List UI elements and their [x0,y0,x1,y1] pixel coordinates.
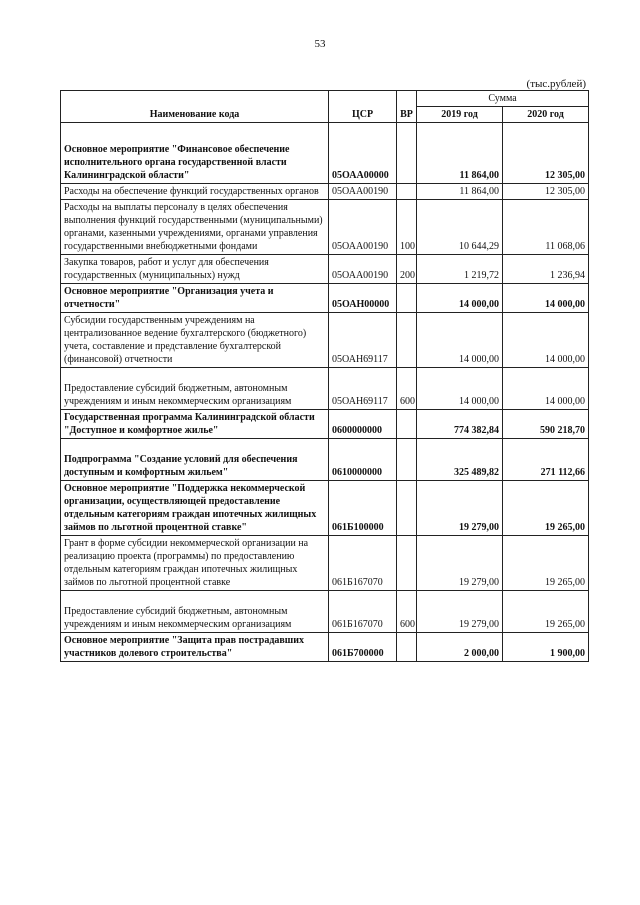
row-2019: 11 864,00 [417,184,503,200]
row-vr [397,536,417,591]
row-2020: 14 000,00 [503,368,589,410]
row-2020: 19 265,00 [503,591,589,633]
table-row [61,410,589,439]
row-2020: 14 000,00 [503,284,589,313]
row-vr [397,284,417,313]
row-name: Основное мероприятие "Организация учета и отчетности" [61,284,329,313]
table-row [61,439,589,481]
row-name: Расходы на обеспечение функций государственных органов [61,184,329,200]
row-2020: 271 112,66 [503,439,589,481]
row-2019: 19 279,00 [417,481,503,536]
table-row [61,368,589,410]
row-2019: 14 000,00 [417,368,503,410]
row-csr: 05ОАН69117 [329,368,397,410]
row-vr [397,633,417,662]
row-vr [397,481,417,536]
header-csr: ЦСР [329,91,397,123]
table-row [61,633,589,662]
row-csr: 05ОАА00190 [329,200,397,255]
row-2020: 1 900,00 [503,633,589,662]
row-csr: 05ОАА00190 [329,255,397,284]
table-row [61,200,589,255]
row-csr: 05ОАН00000 [329,284,397,313]
row-vr [397,410,417,439]
row-name: Основное мероприятие "Защита прав пострадавших участников долевого строительства" [61,633,329,662]
row-name: Основное мероприятие "Поддержка некоммерческой организации, осуществляющей предоставление отдельным категориям граждан ипотечных жилищных займов по льготной процентной ставке" [61,481,329,536]
table-row [61,255,589,284]
row-2020: 14 000,00 [503,313,589,368]
row-2019: 325 489,82 [417,439,503,481]
header-year-2019: 2019 год [417,107,503,123]
table-row [61,284,589,313]
row-csr: 0600000000 [329,410,397,439]
row-vr [397,439,417,481]
table-row [61,184,589,200]
row-2019: 11 864,00 [417,123,503,184]
row-csr: 05ОАН69117 [329,313,397,368]
row-2019: 19 279,00 [417,536,503,591]
row-2019: 10 644,29 [417,200,503,255]
row-vr: 600 [397,368,417,410]
table-row [61,481,589,536]
row-vr: 200 [397,255,417,284]
row-name: Субсидии государственным учреждениям на централизованное ведение бухгалтерского (бюджетного) учета, составление и представление бухгалтерской (финансовой) отчетности [61,313,329,368]
row-name: Грант в форме субсидии некоммерческой организации на реализацию проекта (программы) по предоставлению отдельным категориям граждан ипотечных жилищных займов по льготной процентной ставке [61,536,329,591]
row-2019: 19 279,00 [417,591,503,633]
table-body [61,123,589,662]
row-2020: 590 218,70 [503,410,589,439]
row-csr: 061Б700000 [329,633,397,662]
header-name: Наименование кода [61,91,329,123]
row-2020: 12 305,00 [503,184,589,200]
header-year-2020: 2020 год [503,107,589,123]
page-number: 53 [314,38,326,50]
row-name: Закупка товаров, работ и услуг для обеспечения государственных (муниципальных) нужд [61,255,329,284]
row-2019: 2 000,00 [417,633,503,662]
row-vr [397,184,417,200]
row-csr: 05ОАА00000 [329,123,397,184]
row-csr: 061Б167070 [329,536,397,591]
units-label: (тыс.рублей) [526,78,586,90]
row-csr: 061Б167070 [329,591,397,633]
row-name: Предоставление субсидий бюджетным, автономным учреждениям и иным некоммерческим организациям [61,591,329,633]
row-2020: 19 265,00 [503,481,589,536]
row-2020: 11 068,06 [503,200,589,255]
row-name: Предоставление субсидий бюджетным, автономным учреждениям и иным некоммерческим организациям [61,368,329,410]
row-vr: 600 [397,591,417,633]
table-row [61,313,589,368]
row-name: Государственная программа Калининградской области "Доступное и комфортное жилье" [61,410,329,439]
row-name: Подпрограмма "Создание условий для обеспечения доступным и комфортным жильем" [61,439,329,481]
row-csr: 0610000000 [329,439,397,481]
row-2019: 774 382,84 [417,410,503,439]
row-2020: 12 305,00 [503,123,589,184]
row-2019: 1 219,72 [417,255,503,284]
table-row [61,536,589,591]
header-sum: Сумма [417,91,589,107]
row-vr [397,123,417,184]
row-2019: 14 000,00 [417,284,503,313]
table-row [61,123,589,184]
table-row [61,591,589,633]
row-2020: 1 236,94 [503,255,589,284]
row-2019: 14 000,00 [417,313,503,368]
budget-table [60,90,589,662]
row-2020: 19 265,00 [503,536,589,591]
row-csr: 061Б100000 [329,481,397,536]
row-csr: 05ОАА00190 [329,184,397,200]
row-vr: 100 [397,200,417,255]
row-name: Расходы на выплаты персоналу в целях обеспечения выполнения функций государственными (муниципальными) органами, казенными учреждениями, органами управления государственными внебюджетными фондами [61,200,329,255]
row-vr [397,313,417,368]
header-vr: ВР [397,91,417,123]
row-name: Основное мероприятие "Финансовое обеспечение исполнительного органа государственной власти Калининградской области" [61,123,329,184]
